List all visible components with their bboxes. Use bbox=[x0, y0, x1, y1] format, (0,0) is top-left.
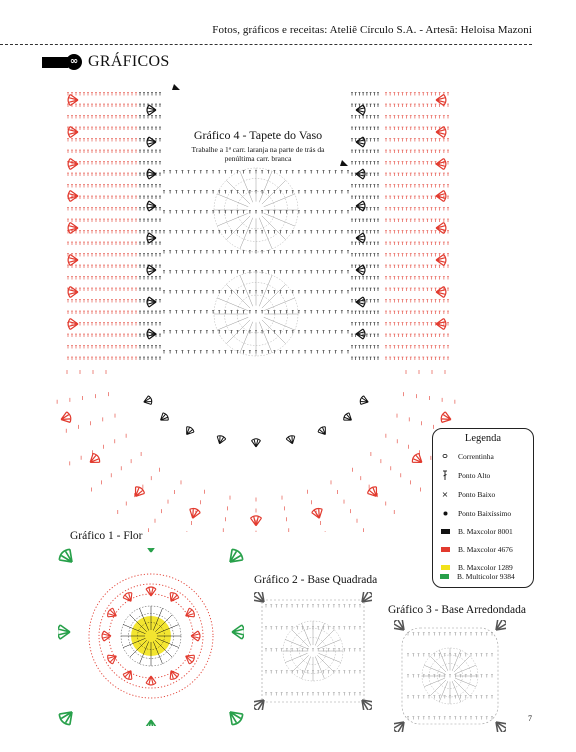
arrow-marker bbox=[340, 160, 348, 166]
motif bbox=[214, 168, 298, 252]
fan-motif bbox=[147, 233, 156, 243]
stitch-row bbox=[351, 93, 379, 96]
stitch-row bbox=[139, 219, 161, 222]
section-title: GRÁFICOS bbox=[88, 53, 170, 70]
legend-label: Ponto Alto bbox=[458, 470, 491, 480]
stitch-row bbox=[67, 288, 137, 291]
fan-motif bbox=[147, 201, 156, 211]
fan-motif bbox=[68, 191, 78, 202]
stitch-row bbox=[351, 357, 379, 360]
fan-motif bbox=[58, 707, 77, 726]
legend-item bbox=[439, 525, 513, 537]
motif bbox=[214, 272, 298, 356]
stitch-row bbox=[385, 116, 449, 119]
fan-motif bbox=[356, 297, 365, 307]
stitch-row bbox=[385, 311, 449, 314]
stitch-row bbox=[407, 717, 493, 720]
fan-motif bbox=[225, 707, 244, 726]
legend-item bbox=[439, 507, 511, 519]
stitch-row bbox=[139, 254, 161, 257]
color-swatch bbox=[441, 565, 450, 570]
legend-label: B. Maxcolor 1289 bbox=[458, 562, 513, 572]
fan-motif bbox=[147, 265, 156, 275]
fan-motif bbox=[254, 695, 269, 710]
stitch-row bbox=[351, 288, 379, 291]
fan-motif bbox=[106, 652, 119, 665]
stitch-row bbox=[385, 139, 449, 142]
stitch-row bbox=[385, 93, 449, 96]
stitch-row bbox=[67, 208, 137, 211]
stitch-row bbox=[385, 185, 449, 188]
page-number: 7 bbox=[528, 714, 532, 723]
ponto-alto-symbol-icon bbox=[439, 470, 451, 480]
stitch-row bbox=[265, 693, 361, 696]
fan-motif bbox=[183, 652, 196, 665]
stitch-row bbox=[67, 127, 137, 130]
chart-4-note: Trabalhe a 1ª carr. laranja na parte de trás da penúltima carr. branca bbox=[191, 145, 325, 163]
fan-motif bbox=[68, 255, 78, 266]
legend-item bbox=[439, 543, 513, 555]
stitch-row bbox=[139, 185, 161, 188]
stitch-row bbox=[351, 219, 379, 222]
stitch-row bbox=[351, 127, 379, 130]
stitch-row bbox=[351, 311, 379, 314]
x-symbol-icon: × bbox=[441, 489, 449, 499]
legend-label: B. Maxcolor 4676 bbox=[458, 544, 513, 554]
fan-motif bbox=[58, 548, 77, 567]
stitch-row bbox=[139, 288, 161, 291]
legend-title: Legenda bbox=[464, 433, 502, 444]
stitch-row bbox=[67, 219, 137, 222]
fan-motif bbox=[311, 507, 325, 520]
stitch-row bbox=[67, 185, 137, 188]
fan-motif bbox=[187, 507, 201, 520]
fan-motif bbox=[147, 169, 156, 179]
fan-motif bbox=[68, 127, 78, 138]
fan-motif bbox=[359, 395, 369, 406]
stitch-row bbox=[67, 150, 137, 153]
stitch-row bbox=[407, 633, 493, 636]
fan-motif bbox=[68, 319, 78, 330]
legend-label: B. Multicolor 9384 bbox=[457, 571, 515, 581]
fan-motif bbox=[491, 717, 506, 732]
stitch-row bbox=[67, 334, 137, 337]
chart-3-round-base-diagram bbox=[394, 620, 506, 732]
fan-motif bbox=[102, 631, 111, 641]
stitch-row bbox=[351, 231, 379, 234]
legend-item bbox=[439, 488, 495, 500]
fan-motif bbox=[147, 297, 156, 307]
legend-label: Correntinha bbox=[458, 451, 494, 461]
fan-motif bbox=[146, 676, 156, 685]
stitch-row bbox=[67, 104, 137, 107]
stitch-row bbox=[67, 173, 137, 176]
chart-2-square-base-diagram bbox=[254, 592, 372, 710]
stitch-row bbox=[385, 242, 449, 245]
legend-box bbox=[432, 428, 534, 588]
stitch-row bbox=[351, 162, 379, 165]
stitch-row bbox=[139, 127, 161, 130]
fan-motif bbox=[167, 668, 180, 681]
fan-motif bbox=[58, 625, 70, 639]
stitch-row bbox=[265, 649, 361, 652]
fan-motif bbox=[68, 223, 78, 234]
stitch-row bbox=[139, 346, 161, 349]
stitch-row bbox=[67, 242, 137, 245]
fan-motif bbox=[317, 425, 329, 437]
fan-motif bbox=[357, 695, 372, 710]
fan-motif bbox=[225, 548, 244, 567]
fan-motif bbox=[191, 631, 200, 641]
fan-motif bbox=[252, 439, 261, 447]
fan-motif bbox=[106, 607, 119, 620]
oval-symbol-icon bbox=[439, 453, 451, 459]
stitch-row bbox=[407, 675, 493, 678]
stitch-row bbox=[163, 311, 349, 314]
fan-motif bbox=[144, 720, 158, 726]
stitch-row bbox=[67, 357, 137, 360]
stitch-row bbox=[385, 219, 449, 222]
stitch-row bbox=[265, 605, 361, 608]
dot-symbol-icon bbox=[439, 511, 451, 516]
fan-motif bbox=[436, 319, 446, 330]
fan-motif bbox=[356, 265, 365, 275]
fan-motif bbox=[491, 620, 506, 635]
fan-motif bbox=[356, 233, 365, 243]
legend-label: B. Maxcolor 8001 bbox=[458, 526, 513, 536]
chart-3-title: Gráfico 3 - Base Arredondada bbox=[388, 604, 526, 616]
fan-motif bbox=[147, 105, 156, 115]
stitch-row bbox=[67, 277, 137, 280]
stitch-row bbox=[67, 300, 137, 303]
fan-motif bbox=[394, 620, 409, 635]
stitch-row bbox=[385, 254, 449, 257]
stitch-row bbox=[385, 334, 449, 337]
fan-motif bbox=[356, 105, 365, 115]
fan-motif bbox=[440, 411, 453, 425]
color-swatch bbox=[441, 529, 450, 534]
stitch-row bbox=[139, 150, 161, 153]
fan-motif bbox=[356, 201, 365, 211]
stitch-row bbox=[139, 93, 161, 96]
stitch-row bbox=[385, 173, 449, 176]
legend-item bbox=[438, 570, 515, 582]
stitch-row bbox=[351, 116, 379, 119]
fan-motif bbox=[131, 485, 146, 499]
stitch-row bbox=[67, 116, 137, 119]
credits-line: Fotos, gráficos e receitas: Ateliê Círculo S.A. - Artesã: Heloisa Mazoni bbox=[212, 24, 532, 36]
stitch-row bbox=[385, 265, 449, 268]
stitch-row bbox=[351, 185, 379, 188]
stitch-row bbox=[385, 208, 449, 211]
stitch-row bbox=[385, 346, 449, 349]
legend-item bbox=[439, 469, 490, 481]
legend-label: Ponto Baixíssimo bbox=[458, 508, 512, 518]
fan-motif bbox=[436, 127, 446, 138]
fan-motif bbox=[167, 591, 180, 604]
fan-motif bbox=[158, 412, 170, 424]
fan-motif bbox=[183, 607, 196, 620]
fan-motif bbox=[286, 435, 297, 445]
chart-4-title: Gráfico 4 - Tapete do Vaso bbox=[193, 128, 323, 142]
swirl-icon: ∞ bbox=[66, 54, 82, 70]
stitch-row bbox=[139, 357, 161, 360]
fan-motif bbox=[436, 223, 446, 234]
fan-motif bbox=[356, 137, 365, 147]
fan-motif bbox=[68, 159, 78, 170]
stitch-row bbox=[67, 231, 137, 234]
fan-motif bbox=[436, 255, 446, 266]
fan-motif bbox=[342, 412, 354, 424]
fan-motif bbox=[436, 95, 446, 106]
fan-motif bbox=[142, 395, 152, 406]
stitch-row bbox=[385, 104, 449, 107]
legend-item bbox=[439, 450, 494, 462]
stitch-row bbox=[351, 277, 379, 280]
stitch-row bbox=[139, 116, 161, 119]
fan-motif bbox=[147, 137, 156, 147]
fan-motif bbox=[215, 435, 226, 445]
fan-motif bbox=[59, 411, 72, 425]
stitch-row bbox=[385, 277, 449, 280]
fan-motif bbox=[436, 159, 446, 170]
stitch-row bbox=[139, 323, 161, 326]
stitch-row bbox=[351, 254, 379, 257]
stitch-row bbox=[139, 311, 161, 314]
fan-motif bbox=[87, 452, 101, 467]
stitch-row bbox=[67, 265, 137, 268]
section-bar bbox=[42, 57, 68, 68]
fan-motif bbox=[411, 452, 425, 467]
chart-1-title: Gráfico 1 - Flor bbox=[70, 530, 143, 542]
fan-motif bbox=[436, 287, 446, 298]
fan-motif bbox=[356, 169, 365, 179]
stitch-row bbox=[385, 357, 449, 360]
stitch-row bbox=[385, 150, 449, 153]
fan-motif bbox=[394, 717, 409, 732]
fan-motif bbox=[183, 425, 195, 437]
stitch-row bbox=[351, 242, 379, 245]
fan-motif bbox=[144, 548, 158, 552]
stitch-row bbox=[385, 300, 449, 303]
legend-label: Ponto Baixo bbox=[458, 489, 496, 499]
stitch-row bbox=[67, 254, 137, 257]
stitch-row bbox=[351, 196, 379, 199]
fan-motif bbox=[146, 587, 156, 596]
color-swatch bbox=[441, 547, 450, 552]
header-divider bbox=[0, 44, 532, 45]
stitch-row bbox=[67, 139, 137, 142]
page-header bbox=[0, 0, 576, 48]
stitch-row bbox=[139, 277, 161, 280]
stitch-row bbox=[163, 211, 349, 214]
stitch-row bbox=[139, 162, 161, 165]
color-swatch bbox=[440, 574, 449, 579]
stitch-row bbox=[351, 323, 379, 326]
chart-2-title: Gráfico 2 - Base Quadrada bbox=[254, 574, 378, 586]
stitch-row bbox=[67, 346, 137, 349]
stitch-row bbox=[351, 150, 379, 153]
stitch-row bbox=[351, 346, 379, 349]
stitch-row bbox=[67, 93, 137, 96]
fan-motif bbox=[232, 625, 244, 639]
stitch-row bbox=[351, 104, 379, 107]
stitch-row bbox=[67, 311, 137, 314]
chart-1-flower-diagram bbox=[58, 548, 244, 726]
fan-motif bbox=[366, 485, 381, 499]
arrow-marker bbox=[172, 84, 180, 90]
stitch-row bbox=[139, 196, 161, 199]
